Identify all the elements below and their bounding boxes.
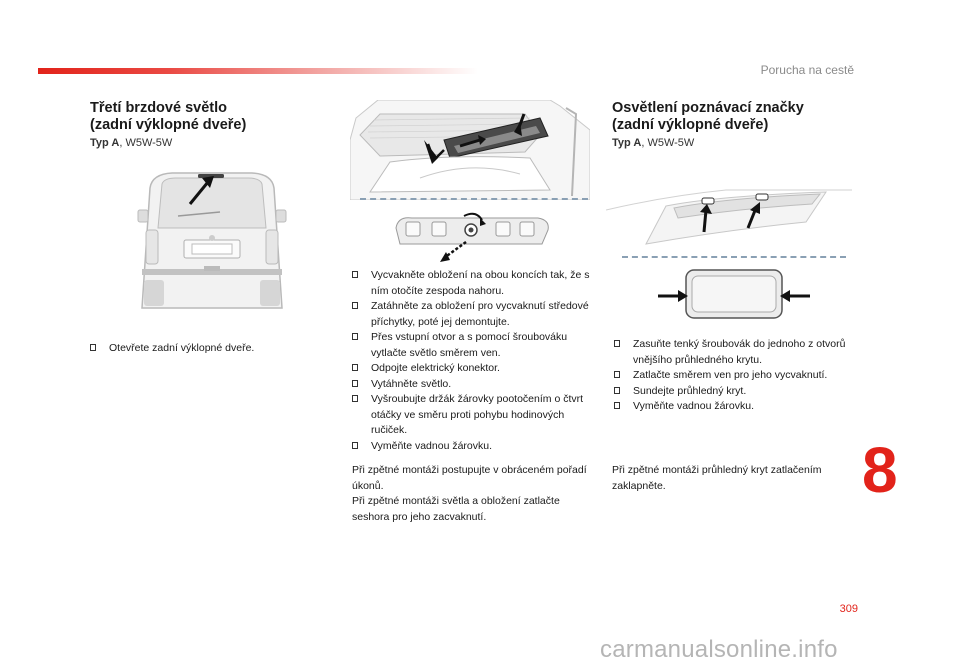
list-item: Přes vstupní otvor a s pomocí šroubováku vytlačte světlo směrem ven. [352, 330, 592, 361]
checkbox-icon [352, 380, 358, 387]
checkbox-icon [352, 395, 358, 402]
van-rear-illustration [132, 168, 292, 318]
left-title-line1: Třetí brzdové světlo [90, 100, 227, 116]
list-item: Sundejte průhledný kryt. [614, 384, 854, 400]
plate-light-cover-illustration [656, 266, 812, 324]
list-item: Vyšroubujte držák žárovky pootočením o čtvrt otáčky ve směru proti pohybu hodinových ručiček. [352, 392, 592, 439]
left-type-label: Typ A [90, 137, 120, 149]
list-item: Zatlačte směrem ven pro jeho vycvaknutí. [614, 368, 854, 384]
checkbox-icon [352, 364, 358, 371]
left-title-line2: (zadní výklopné dveře) [90, 117, 247, 133]
list-item: Zatáhněte za obložení pro vycvaknutí středové příchytky, poté jej demontujte. [352, 299, 592, 330]
list-item: Vyměňte vadnou žárovku. [614, 399, 854, 415]
checkbox-icon [352, 302, 358, 309]
right-title-line2: (zadní výklopné dveře) [612, 117, 769, 133]
plate-light-location-illustration [606, 160, 856, 252]
checkbox-icon [352, 271, 358, 278]
list-item: Otevřete zadní výklopné dveře. [90, 341, 310, 357]
watermark: carmanualsonline.info [600, 636, 838, 663]
middle-note-2: Při zpětné montáži světla a obložení zatlačte seshora pro jeho zacvaknutí. [352, 495, 560, 523]
list-item: Zasuňte tenký šroubovák do jednoho z otvorů vnějšího průhledného krytu. [614, 337, 854, 368]
divider-dashed-right [622, 256, 846, 258]
checkbox-icon [614, 387, 620, 394]
tailgate-trim-illustration [350, 100, 590, 200]
checkbox-icon [614, 402, 620, 409]
checkbox-icon [614, 371, 620, 378]
right-title-line1: Osvětlení poznávací značky [612, 100, 804, 116]
middle-note [352, 463, 592, 525]
left-bulb-spec [90, 137, 172, 149]
page-number: 309 [839, 603, 858, 615]
right-type-label: Typ A [612, 137, 642, 149]
left-steps [90, 341, 310, 357]
header-accent-bar [38, 68, 478, 74]
lamp-bulb-holder-illustration [392, 208, 552, 264]
list-item: Odpojte elektrický konektor. [352, 361, 592, 377]
right-steps [614, 337, 854, 415]
right-note: Při zpětné montáži průhledný kryt zatlačením zaklapněte. [612, 464, 822, 492]
left-section-title [90, 100, 246, 134]
middle-note-1: Při zpětné montáži postupujte v obráceném pořadí úkonů. [352, 464, 587, 492]
chapter-title: Porucha na cestě [760, 63, 854, 77]
checkbox-icon [614, 340, 620, 347]
right-bulb: , W5W-5W [641, 137, 695, 149]
list-item: Vycvakněte obložení na obou koncích tak, že s ním otočíte zespoda nahoru. [352, 268, 592, 299]
list-item: Vytáhněte světlo. [352, 377, 592, 393]
chapter-number: 8 [862, 434, 898, 506]
checkbox-icon [90, 344, 96, 351]
left-bulb: , W5W-5W [119, 137, 173, 149]
checkbox-icon [352, 333, 358, 340]
list-item: Vyměňte vadnou žárovku. [352, 439, 592, 455]
right-section-title [612, 100, 804, 134]
right-bulb-spec [612, 137, 694, 149]
middle-steps [352, 268, 592, 454]
divider-dashed [360, 198, 588, 200]
checkbox-icon [352, 442, 358, 449]
